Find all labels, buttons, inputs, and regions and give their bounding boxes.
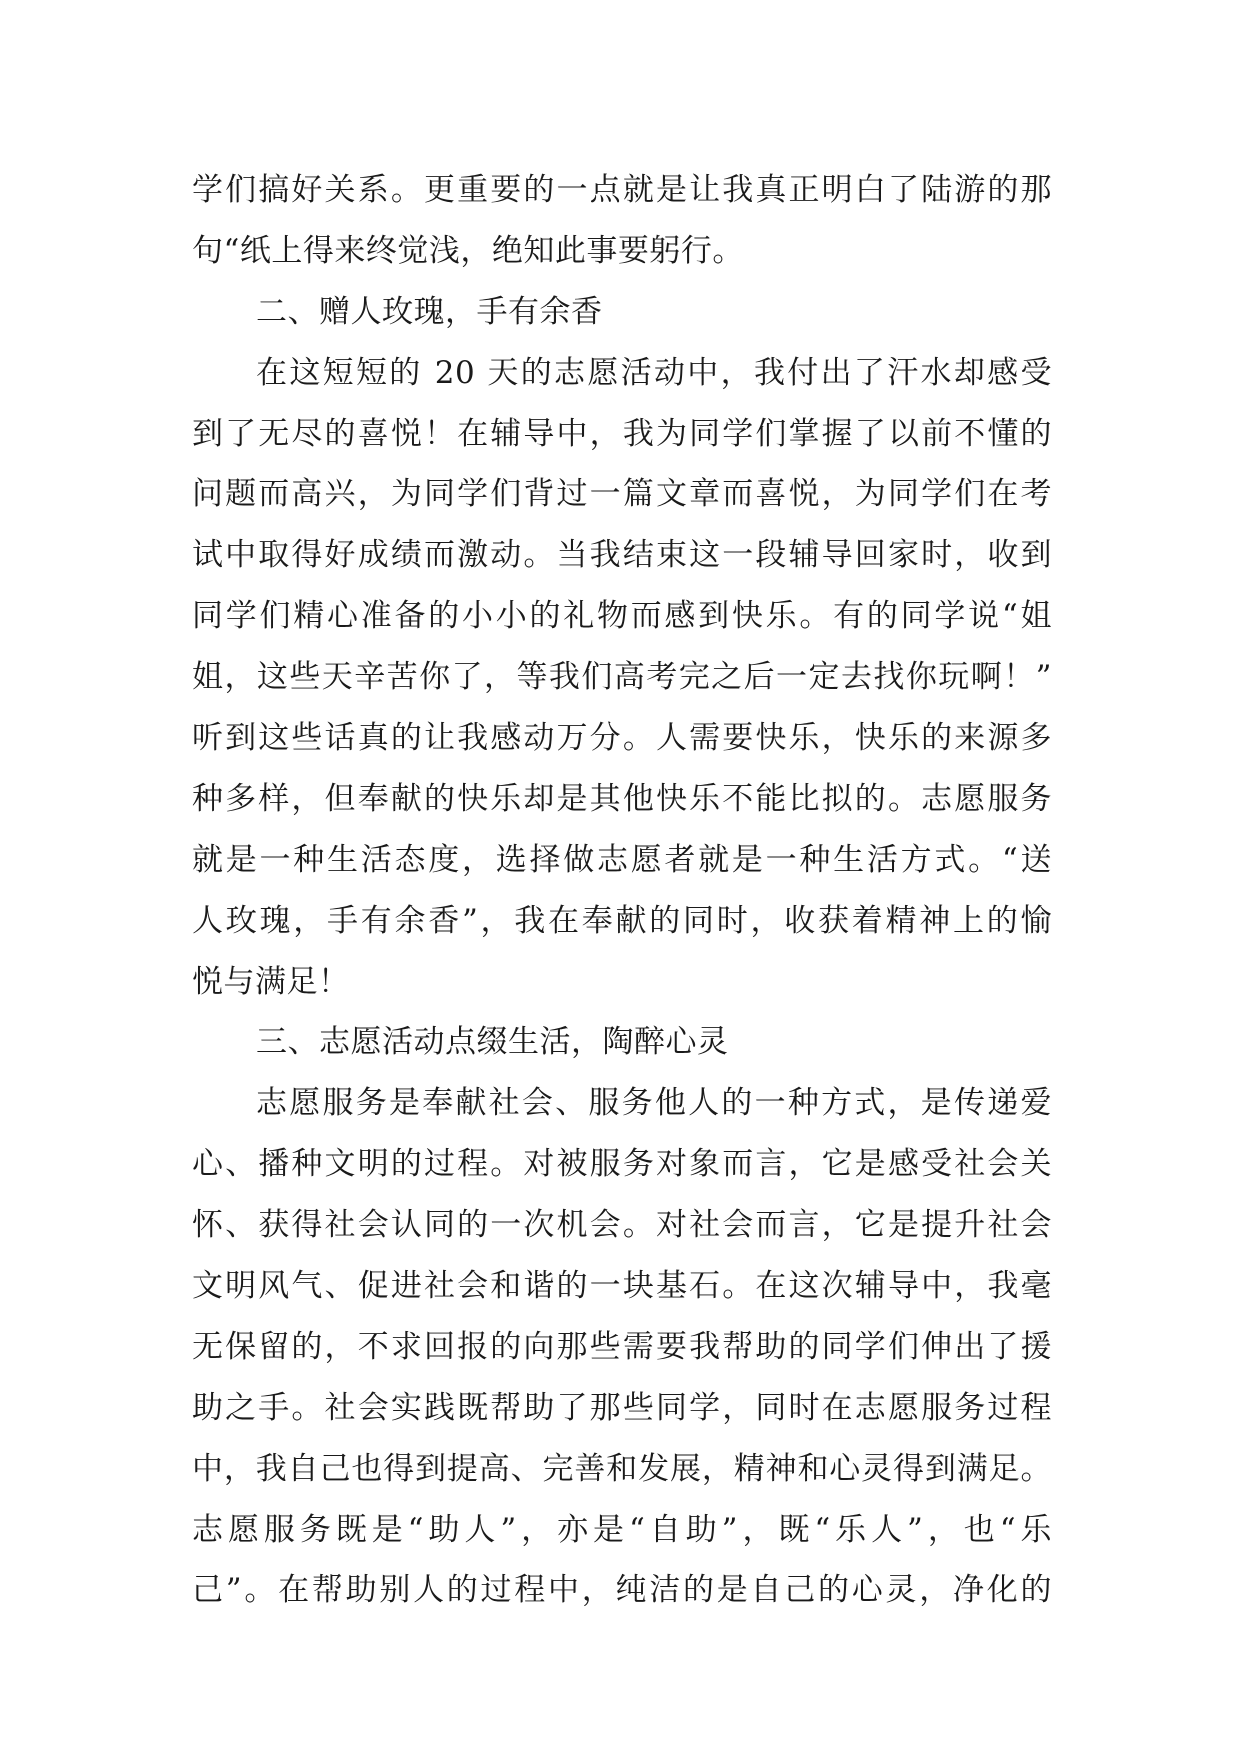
paragraph-line: 听到这些话真的让我感动万分。人需要快乐，快乐的来源多 xyxy=(192,720,1052,757)
section-heading: 三、志愿活动点缀生活，陶醉心灵 xyxy=(256,1024,729,1061)
paragraph-line: 学们搞好关系。更重要的一点就是让我真正明白了陆游的那 xyxy=(192,172,1052,208)
paragraph-line: 句“纸上得来终觉浅，绝知此事要躬行。 xyxy=(192,232,744,269)
paragraph-line: 就是一种生活态度，选择做志愿者就是一种生活方式。“送 xyxy=(192,841,1052,878)
paragraph-line: 文明风气、促进社会和谐的一块基石。在这次辅导中，我毫 xyxy=(192,1268,1052,1305)
paragraph-line: 中，我自己也得到提高、完善和发展，精神和心灵得到满足。 xyxy=(192,1450,1052,1487)
paragraph-line: 同学们精心准备的小小的礼物而感到快乐。有的同学说“姐 xyxy=(192,598,1052,635)
paragraph-line: 助之手。社会实践既帮助了那些同学，同时在志愿服务过程 xyxy=(192,1389,1052,1426)
paragraph-line: 在这短短的 20 天的志愿活动中，我付出了汗水却感受 xyxy=(256,354,1052,391)
paragraph-line: 心、播种文明的过程。对被服务对象而言，它是感受社会关 xyxy=(192,1146,1052,1183)
paragraph-line: 试中取得好成绩而激动。当我结束这一段辅导回家时，收到 xyxy=(192,537,1052,574)
paragraph-line: 己”。在帮助别人的过程中，纯洁的是自己的心灵，净化的 xyxy=(192,1572,1052,1609)
paragraph-line: 到了无尽的喜悦！在辅导中，我为同学们掌握了以前不懂的 xyxy=(192,415,1052,452)
paragraph-line: 志愿服务既是“助人”，亦是“自助”，既“乐人”，也“乐 xyxy=(192,1511,1052,1548)
paragraph-line: 怀、获得社会认同的一次机会。对社会而言，它是提升社会 xyxy=(192,1207,1052,1244)
paragraph-line: 姐，这些天辛苦你了，等我们高考完之后一定去找你玩啊！” xyxy=(192,659,1052,696)
paragraph-line: 悦与满足！ xyxy=(192,963,350,1000)
document-body xyxy=(192,160,1052,1621)
paragraph-line: 无保留的，不求回报的向那些需要我帮助的同学们伸出了援 xyxy=(192,1328,1052,1365)
paragraph-line: 人玫瑰，手有余香”，我在奉献的同时，收获着精神上的愉 xyxy=(192,902,1052,939)
paragraph-line: 种多样，但奉献的快乐却是其他快乐不能比拟的。志愿服务 xyxy=(192,780,1052,817)
section-heading: 二、赠人玫瑰，手有余香 xyxy=(256,293,603,330)
paragraph-line: 志愿服务是奉献社会、服务他人的一种方式，是传递爱 xyxy=(256,1085,1052,1122)
paragraph-line: 问题而高兴，为同学们背过一篇文章而喜悦，为同学们在考 xyxy=(192,476,1052,513)
